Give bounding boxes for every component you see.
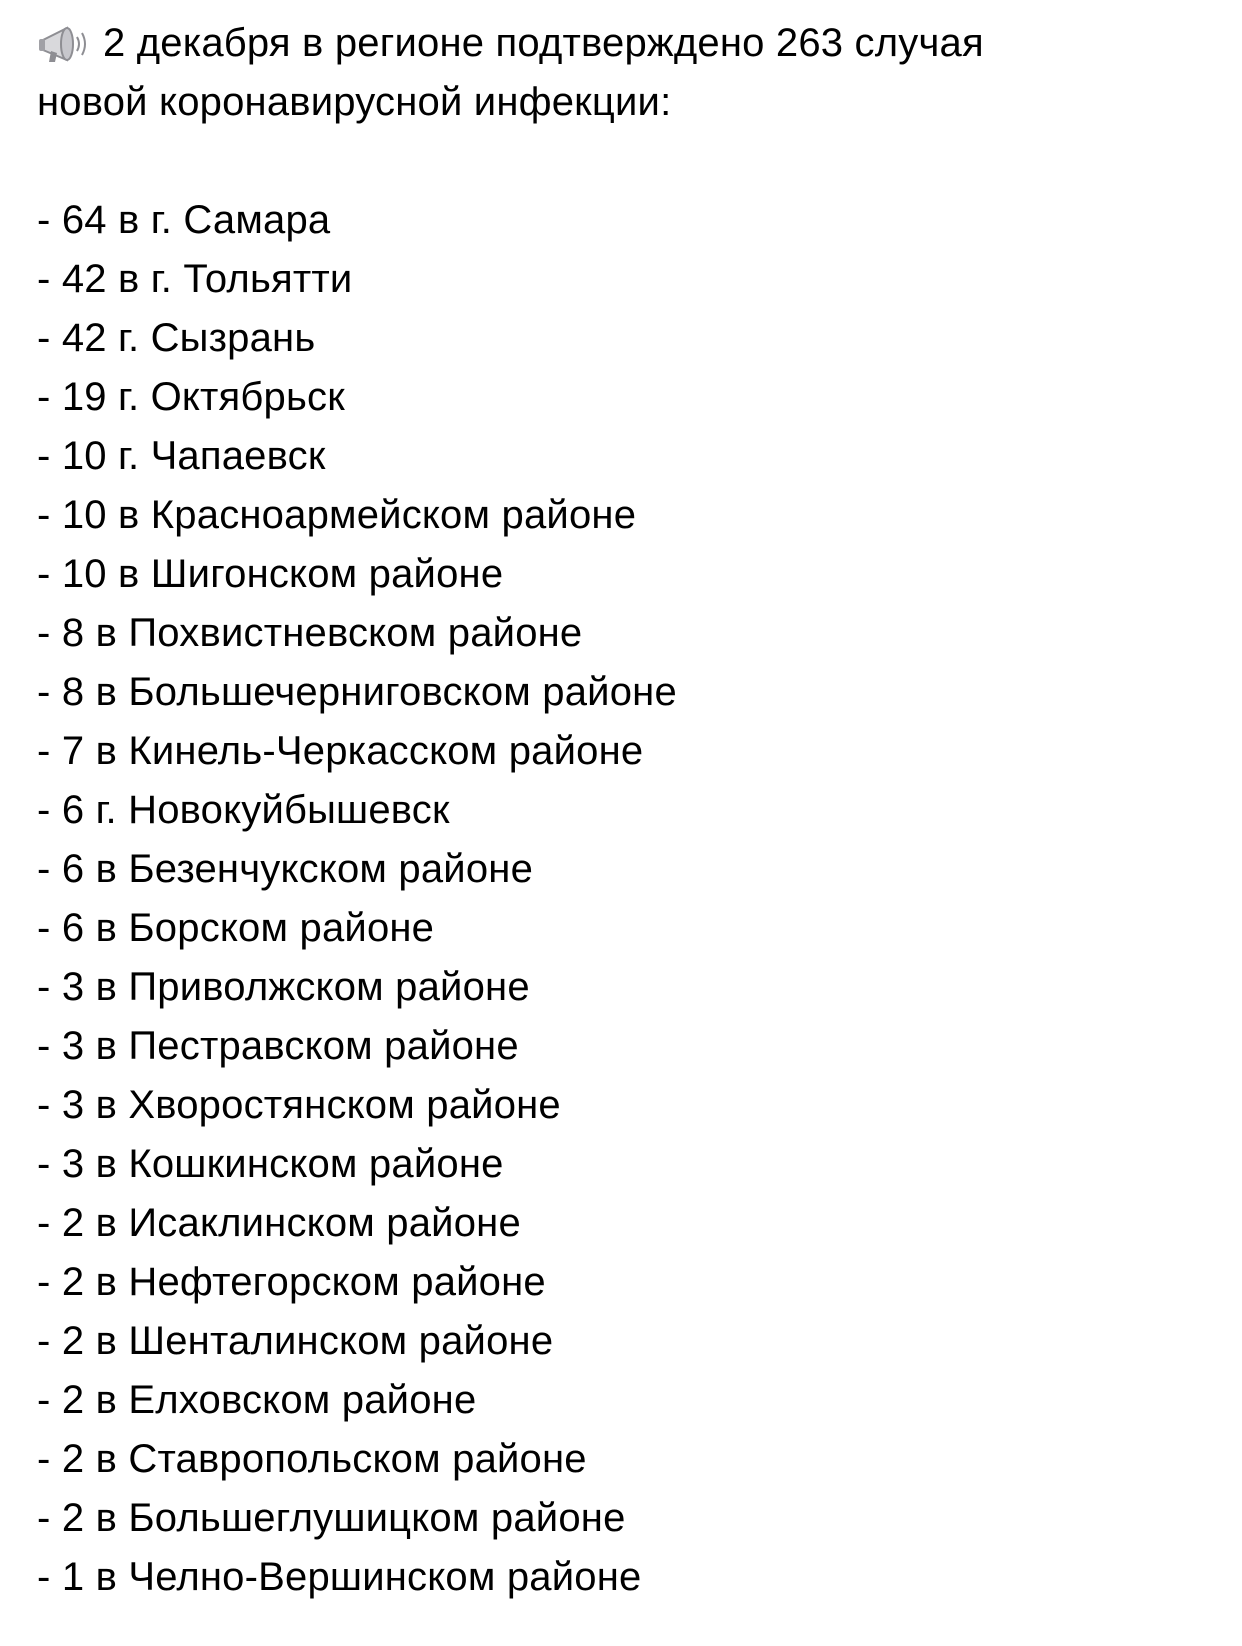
list-item: - 6 в Безенчукском районе <box>37 847 534 891</box>
message-body <box>37 14 1217 1607</box>
list-item: - 10 в Шигонском районе <box>37 552 504 596</box>
list-item: - 2 в Елховском районе <box>37 1378 477 1422</box>
list-item: - 3 в Приволжском районе <box>37 965 530 1009</box>
list-item: - 6 в Борском районе <box>37 906 435 950</box>
blank-line <box>37 132 1217 191</box>
list-item: - 2 в Исаклинском районе <box>37 1201 521 1245</box>
header-line-1 <box>37 14 1217 73</box>
list-item: - 3 в Пестравском районе <box>37 1024 519 1068</box>
header-text-line-1: 2 декабря в регионе подтверждено 263 случая <box>103 21 984 65</box>
cases-list <box>37 191 1217 1607</box>
list-item: - 2 в Нефтегорском районе <box>37 1260 546 1304</box>
list-item: - 2 в Ставропольском районе <box>37 1437 587 1481</box>
list-item: - 6 г. Новокуйбышевск <box>37 788 450 832</box>
list-item: - 8 в Большечерниговском районе <box>37 670 677 714</box>
list-item: - 19 г. Октябрьск <box>37 375 345 419</box>
list-item: - 64 в г. Самара <box>37 198 331 242</box>
list-item: - 2 в Шенталинском районе <box>37 1319 554 1363</box>
list-item: - 2 в Большеглушицком районе <box>37 1496 626 1540</box>
list-item: - 3 в Хворостянском районе <box>37 1083 561 1127</box>
header-line-2: новой коронавирусной инфекции: <box>37 80 672 124</box>
list-item: - 42 в г. Тольятти <box>37 257 353 301</box>
list-item: - 42 г. Сызрань <box>37 316 316 360</box>
list-item: - 1 в Челно-Вершинском районе <box>37 1555 642 1599</box>
list-item: - 10 г. Чапаевск <box>37 434 326 478</box>
list-item: - 3 в Кошкинском районе <box>37 1142 504 1186</box>
list-item: - 7 в Кинель-Черкасском районе <box>37 729 644 773</box>
list-item: - 8 в Похвистневском районе <box>37 611 583 655</box>
megaphone-icon <box>37 20 89 68</box>
list-item: - 10 в Красноармейском районе <box>37 493 637 537</box>
